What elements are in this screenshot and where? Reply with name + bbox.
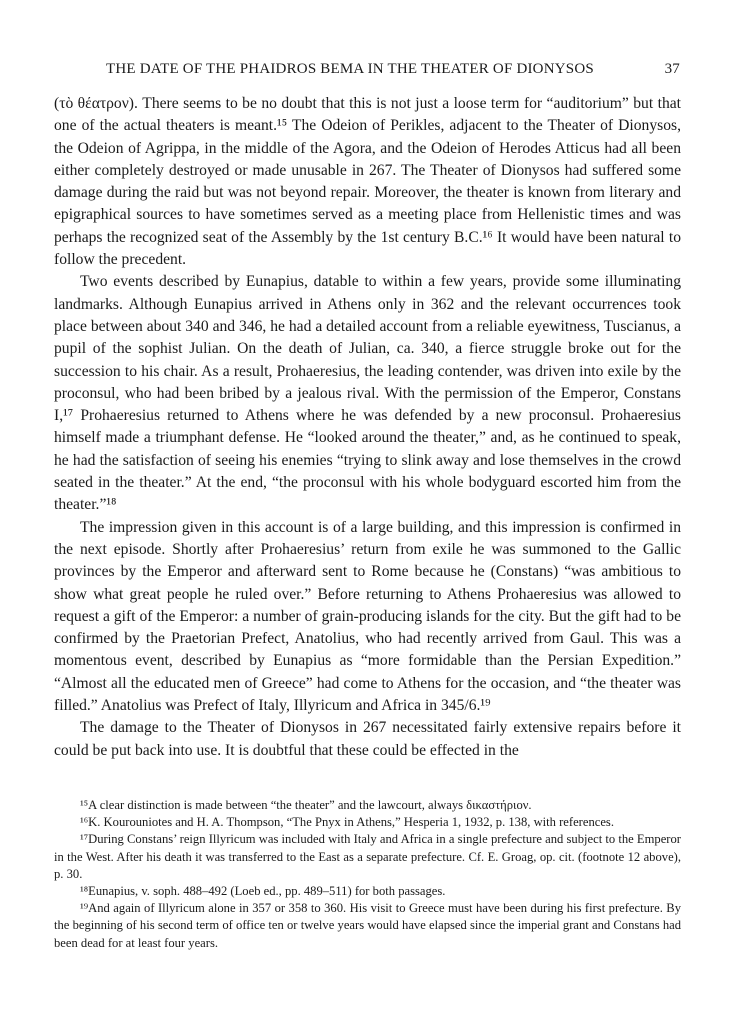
footnotes [54, 797, 681, 952]
footnote: ¹⁹And again of Illyricum alone in 357 or 358 to 360. His visit to Greece must have been during his first prefecture. By the beginning of his second term of office ten or twelve years would have elapsed since the imperial grant and Constans had been dead for at least four years. [54, 901, 681, 950]
page-number: 37 [664, 61, 680, 77]
paragraph: The impression given in this account is of a large building, and this impression is confirmed in the next episode. Shortly after Prohaeresius’ return from exile he was summoned to the Gallic provinces by the Emperor and afterward sent to Rome because he (Constans) “was ambitious to show what great people he ruled over.” Before returning to Athens Prohaeresius was allowed to request a gift of the Emperor: a number of grain-producing islands for the city. But the gift had to be confirmed by the Praetorian Prefect, Anatolius, who had recently arrived from Gaul. This was a momentous event, described by Eunapius as “more formidable than the Persian Expedition.” “Almost all the educated men of Greece” had come to Athens for the occasion, and “the theater was filled.” Anatolius was Prefect of Italy, Illyricum and Africa in 345/6.¹⁹ [54, 518, 681, 715]
footnote: ¹⁸Eunapius, v. soph. 488–492 (Loeb ed., pp. 489–511) for both passages. [80, 884, 446, 899]
paragraph: Two events described by Eunapius, datable to within a few years, provide some illuminating landmarks. Although Eunapius arrived in Athens only in 362 and the relevant occurrences took place between about 340 and 346, he had a detailed account from a reliable eyewitness, Tuscianus, a pupil of the sophist Julian. On the death of Julian, ca. 340, a fierce struggle broke out for the succession to his chair. As a result, Prohaeresius, the leading contender, was driven into exile by the proconsul, who had been bribed by a jealous rival. With the permission of the Emperor, Constans I,¹⁷ Prohaeresius returned to Athens where he was defended by a new proconsul. Prohaeresius himself made a triumphant defense. He “looked around the theater,” and, as he continued to speak, he had the satisfaction of seeing his enemies “trying to slink away and lose themselves in the crowd seated in the theater.” At the end, “the proconsul with his whole bodyguard escorted him from the theater.”¹⁸ [54, 273, 681, 514]
paragraph: (τὸ θέατρον). There seems to be no doubt that this is not just a loose term for “auditorium” but that one of the actual theaters is meant.¹⁵ The Odeion of Perikles, adjacent to the Theater of Dionysos, the Odeion of Agrippa, in the middle of the Agora, and the Odeion of Herodes Atticus had all been either completely destroyed or made unusable in 267. The Theater of Dionysos had suffered some damage during the raid but was not beyond repair. Moreover, the theater is known from literary and epigraphical sources to have sometimes served as a meeting place from Hellenistic times and was perhaps the recognized seat of the Assembly by the 1st century B.C.¹⁶ It would have been natural to follow the precedent. [54, 95, 681, 269]
footnote: ¹⁶K. Kourouniotes and H. A. Thompson, “The Pnyx in Athens,” Hesperia 1, 1932, p. 138, with references. [80, 815, 614, 830]
footnote: ¹⁵A clear distinction is made between “the theater” and the lawcourt, always δικαστήριον. [80, 798, 532, 812]
footnote: ¹⁷During Constans’ reign Illyricum was included with Italy and Africa in a single prefecture and subject to the Emperor in the West. After his death it was transferred to the East as a separate prefecture. Cf. E. Groag, op. cit. (footnote 12 above), p. 30. [54, 832, 681, 881]
main-text [54, 93, 681, 762]
running-title: THE DATE OF THE PHAIDROS BEMA IN THE THEATER OF DIONYSOS [106, 61, 594, 77]
paragraph: The damage to the Theater of Dionysos in 267 necessitated fairly extensive repairs before it could be put back into use. It is doubtful that these could be effected in the [54, 719, 681, 759]
